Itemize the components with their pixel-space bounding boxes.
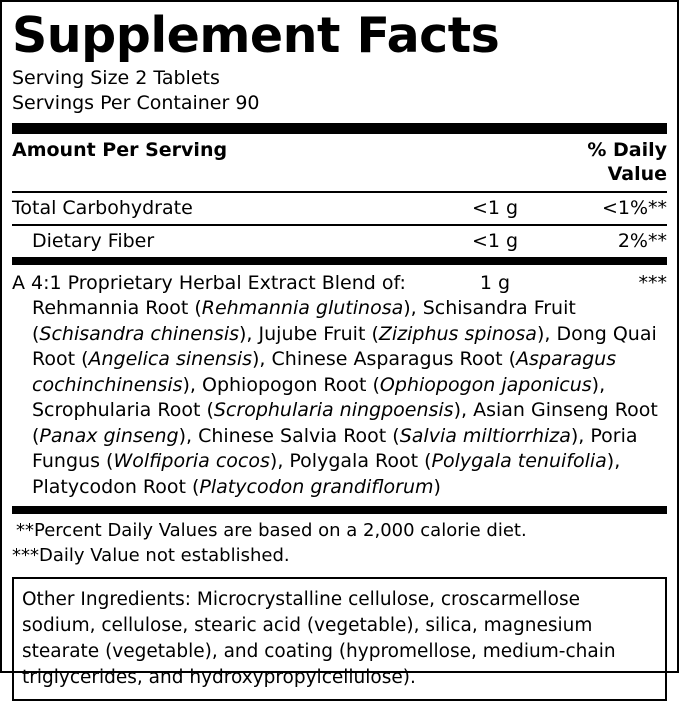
serving-size: Serving Size 2 Tablets xyxy=(12,67,220,89)
amount-per-serving-header: Amount Per Serving xyxy=(12,139,228,161)
footnote-dv-not-established: ***Daily Value not established. xyxy=(12,545,290,566)
divider-med-2 xyxy=(12,506,667,514)
blend-amount: 1 g xyxy=(479,272,511,294)
nutrient-daily-value: <1%** xyxy=(601,197,667,219)
other-ingredients-text: Other Ingredients: Microcrystalline cellulose, croscarmellose sodium, cellulose, stearic acid (vegetable), silica, magnesium stearate (vegetable), and coating (hypromellose, medium-chain triglycerides, and hydroxypropylcellulose). xyxy=(22,589,616,688)
ingredient-latin-name: Angelica sinensis xyxy=(88,348,253,370)
ingredient-latin-name: Rehmannia glutinosa xyxy=(201,297,404,319)
other-ingredients-box xyxy=(12,577,667,701)
divider-thick-top xyxy=(12,123,667,134)
ingredient-latin-name: Schisandra chinensis xyxy=(39,322,240,345)
ingredient-latin-name: Platycodon grandiflorum xyxy=(199,475,434,498)
ingredient-latin-name: Ophiopogon japonicus xyxy=(379,373,592,396)
footnotes xyxy=(12,514,667,568)
blend-header-row xyxy=(12,265,667,296)
table-row xyxy=(12,226,667,257)
nutrient-daily-value: 2%** xyxy=(617,230,667,252)
daily-value-header: % Daily Value xyxy=(587,139,667,185)
nutrient-name: Total Carbohydrate xyxy=(12,197,193,219)
ingredient-latin-name: Salvia miltiorrhiza xyxy=(399,424,571,447)
ingredient-latin-name: Panax ginseng xyxy=(39,424,179,447)
table-header-row xyxy=(12,134,667,191)
servings-per-container: Servings Per Container 90 xyxy=(12,92,260,114)
nutrient-amount: <1 g xyxy=(471,197,519,219)
nutrient-amount: <1 g xyxy=(471,230,519,252)
blend-name: A 4:1 Proprietary Herbal Extract Blend of: xyxy=(12,272,406,294)
blend-ingredient-list: Rehmannia Root (Rehmannia glutinosa), Schisandra Fruit (Schisandra chinensis), Jujube Fruit (Ziziphus spinosa), Dong Quai Root (Angelica sinensis), Chinese Asparagus Root (Asparagus cochinchinensis), Ophiopogon Root (Ophiopogon japonicus), Scrophularia Root (Scrophularia ningpoensis), Asian Ginseng Root (Panax ginseng), Chinese Salvia Root (Salvia miltiorrhiza), Poria Fungus (Wolfiporia cocos), Polygala Root (Polygala tenuifolia), Platycodon Root (Platycodon grandiflorum) xyxy=(32,297,658,498)
ingredient-latin-name: Wolfiporia cocos xyxy=(113,450,270,472)
page-title: Supplement Facts xyxy=(12,7,500,64)
ingredient-latin-name: Asparagus cochinchinensis xyxy=(32,348,617,396)
footnote-daily-value-basis: **Percent Daily Values are based on a 2,000 calorie diet. xyxy=(16,520,527,541)
divider-med-1 xyxy=(12,257,667,265)
ingredient-latin-name: Ziziphus spinosa xyxy=(378,322,537,345)
table-row xyxy=(12,193,667,224)
blend-daily-value: *** xyxy=(638,272,667,294)
ingredient-latin-name: Scrophularia ningpoensis xyxy=(213,399,454,421)
nutrient-name: Dietary Fiber xyxy=(32,230,155,252)
ingredient-latin-name: Polygala tenuifolia xyxy=(431,450,607,472)
